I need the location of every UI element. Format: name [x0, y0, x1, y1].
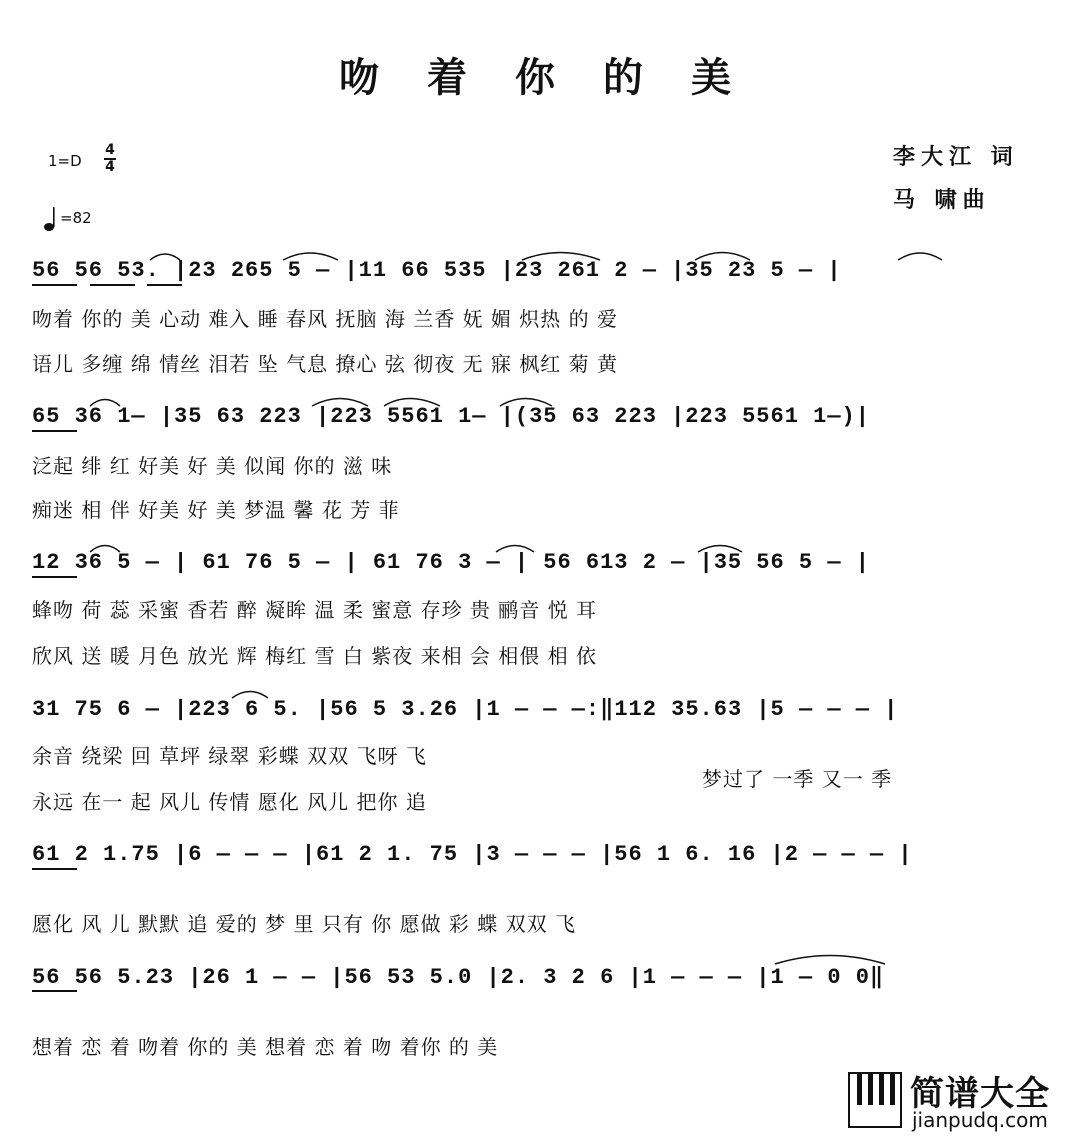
piano-keys-icon	[848, 1072, 902, 1128]
slur-mark	[695, 253, 750, 261]
staff-2-lyric-1: 泛起 绯 红 好美 好 美 似闻 你的 滋 味	[32, 454, 393, 478]
underline-mark	[32, 990, 77, 992]
slur-mark	[496, 546, 534, 553]
staff-3-notes: 12 36 5 — | 61 76 5 — | 61 76 3 — | 56 613 2 — |35 56 5 — |	[32, 550, 870, 575]
staff-5-notes: 61 2 1.75 |6 — — — |61 2 1. 75 |3 — — — |56 1 6. 16 |2 — — — |	[32, 842, 913, 867]
staff-5-lyric-1: 愿化 风 儿 默默 追 爱的 梦 里 只有 你 愿做 彩 蝶 双双 飞	[32, 912, 577, 936]
underline-mark	[147, 284, 182, 286]
staff-1-lyric-1: 吻着 你的 美 心动 难入 睡 春风 抚脑 海 兰香 妩 媚 炽热 的 爱	[32, 307, 619, 331]
staff-2-notes: 65 36 1— |35 63 223 |223 5561 1— |(35 63 223 |223 5561 1—)|	[32, 404, 870, 429]
staff-4-lyric-2: 永远 在一 起 风儿 传情 愿化 风儿 把你 追	[32, 790, 427, 814]
slur-mark	[283, 253, 338, 260]
time-signature-bottom: 4	[105, 159, 115, 175]
underline-mark	[32, 430, 77, 432]
underline-mark	[32, 576, 77, 578]
staff-4-lyric-1: 余音 绕梁 回 草坪 绿翠 彩蝶 双双 飞呀 飞	[32, 744, 427, 768]
underline-mark	[90, 284, 135, 286]
composer-credit: 马 啸曲	[893, 187, 991, 213]
slur-mark	[775, 956, 885, 965]
song-title: 吻着你的美	[339, 54, 779, 101]
underline-mark	[32, 284, 77, 286]
staff-6-lyric-1: 想着 恋 着 吻着 你的 美 想着 恋 着 吻 着你 的 美	[32, 1035, 499, 1059]
watermark-text: 简谱大全	[910, 1074, 1050, 1114]
slur-mark	[898, 253, 942, 260]
staff-1-notes: 56 56 53. |23 265 5 — |11 66 535 |23 261 2 — |35 23 5 — |	[32, 258, 842, 283]
slur-mark	[312, 399, 368, 407]
staff-4-notes: 31 75 6 — |223 6 5. |56 5 3.26 |1 — — —:‖112 35.63 |5 — — — |	[32, 697, 899, 722]
staff-6-notes: 56 56 5.23 |26 1 — — |56 53 5.0 |2. 3 2 6 |1 — — — |1 — 0 0‖	[32, 965, 885, 990]
slur-mark	[90, 546, 120, 553]
slur-mark	[500, 399, 552, 407]
key-signature: 1=D	[48, 152, 82, 170]
staff-3-lyric-1: 蜂吻 荷 蕊 采蜜 香若 醉 凝眸 温 柔 蜜意 存珍 贵 鹂音 悦 耳	[32, 598, 598, 622]
slur-mark	[522, 253, 600, 261]
slur-mark	[150, 254, 180, 260]
watermark-logo	[848, 1066, 1054, 1134]
staff-1-lyric-2: 语儿 多缠 绵 情丝 泪若 坠 气息 撩心 弦 彻夜 无 寐 枫红 菊 黄	[32, 352, 619, 376]
underline-mark	[32, 868, 77, 870]
slur-mark	[232, 692, 268, 699]
lyricist-credit: 李大江 词	[893, 144, 1019, 170]
staff-3-lyric-2: 欣风 送 暖 月色 放光 辉 梅红 雪 白 紫夜 来相 会 相偎 相 依	[32, 644, 598, 668]
staff-2-lyric-2: 痴迷 相 伴 好美 好 美 梦温 馨 花 芳 菲	[32, 498, 400, 522]
time-signature-top: 4	[105, 142, 115, 158]
tempo-marking: =82	[60, 209, 92, 227]
slur-mark	[90, 400, 120, 407]
staff-4-side-lyric: 梦过了 一季 又一 季	[702, 767, 893, 791]
watermark-url: jianpudq.com	[912, 1108, 1048, 1132]
slur-mark	[384, 399, 440, 407]
slur-mark	[698, 546, 742, 553]
